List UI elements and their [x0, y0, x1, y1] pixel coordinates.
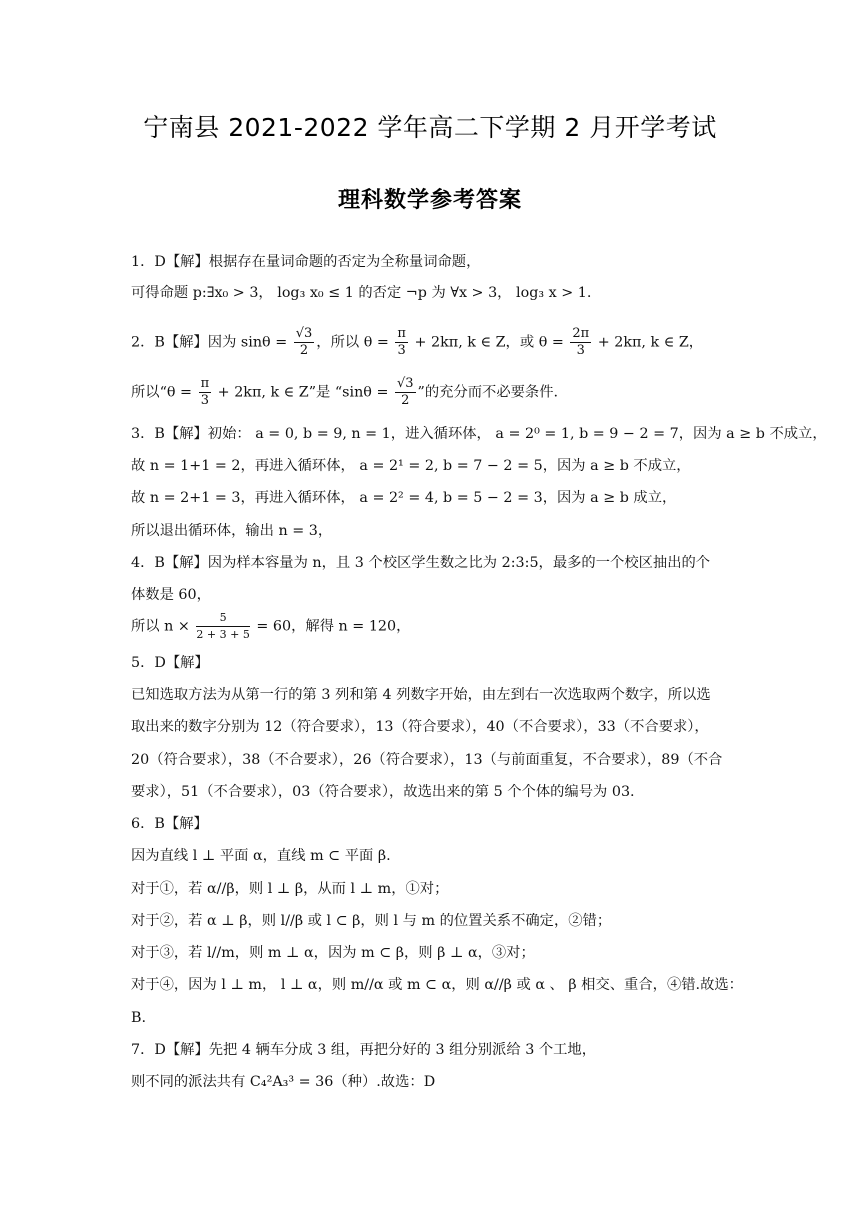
q4-line-1: 4．B【解】因为样本容量为 n，且 3 个校区学生数之比为 2:3:5，最多的一个校区抽出的个 [131, 555, 711, 571]
q2-text-e: 所以“θ = [131, 384, 197, 401]
frac-den: 3 [397, 343, 406, 358]
frac-num: √3 [396, 376, 414, 391]
q2-text-b: ，所以 θ = [316, 334, 394, 351]
q2-text-c: + 2kπ, k ∈ Z，或 θ = [409, 334, 569, 351]
q5-line-5: 要求），51（不合要求），03（符合要求），故选出来的第 5 个个体的编号为 03. [131, 784, 635, 800]
q2-text-d: + 2kπ, k ∈ Z， [593, 334, 704, 351]
q2-text-g: ”的充分而不必要条件. [417, 384, 559, 401]
q3-line-3: 故 n = 2+1 = 3，再进入循环体， a = 2² = 4, b = 5 − 2 = 3，因为 a ≥ b 成立， [131, 490, 677, 506]
q5-line-1: 5．D【解】 [131, 655, 209, 671]
fraction-5-over-sum [196, 610, 249, 643]
q7-line-1: 7．D【解】先把 4 辆车分成 3 组，再把分好的 3 组分别派给 3 个工地， [131, 1042, 597, 1058]
frac-num: √3 [295, 326, 313, 341]
q6-line-7: B. [131, 1010, 147, 1026]
document-title: 宁南县 2021-2022 学年高二下学期 2 月开学考试 [143, 113, 717, 142]
fraction-pi-over-3 [395, 326, 408, 359]
q6-line-4: 对于②，若 α ⊥ β，则 l//β 或 l ⊂ β，则 l 与 m 的位置关系不确定，②错； [131, 913, 612, 929]
q6-line-5: 对于③，若 l//m，则 m ⊥ α，因为 m ⊂ β，则 β ⊥ α，③对； [131, 945, 535, 961]
frac-den: 3 [200, 393, 209, 408]
q4-text-b: = 60，解得 n = 120， [251, 618, 411, 635]
frac-den: 2 [299, 343, 309, 358]
frac-den: 3 [576, 343, 585, 358]
q3-line-4: 所以退出循环体，输出 n = 3， [131, 523, 333, 539]
q2-line-1 [131, 326, 703, 359]
q2-text-a: 2．B【解】因为 sinθ = [131, 334, 292, 351]
q6-line-6: 对于④，因为 l ⊥ m， l ⊥ α，则 m//α 或 m ⊂ α，则 α//β 或 α 、 β 相交、重合，④错.故选： [131, 977, 743, 993]
q4-text-a: 所以 n × [131, 618, 195, 635]
q5-line-4: 20（符合要求），38（不合要求），26（符合要求），13（与前面重复，不合要求），89（不合 [131, 752, 723, 768]
q5-line-3: 取出来的数字分别为 12（符合要求），13（符合要求），40（不合要求），33（不合要求）， [131, 719, 709, 735]
q5-line-2: 已知选取方法为从第一行的第 3 列和第 4 列数字开始，由左到右一次选取两个数字，所以选 [131, 687, 711, 703]
q4-line-2: 体数是 60， [131, 587, 211, 603]
document-subtitle: 理科数学参考答案 [337, 188, 522, 213]
q1-line-2: 可得命题 p:∃x₀ > 3， log₃ x₀ ≤ 1 的否定 ¬p 为 ∀x > 3， log₃ x > 1. [131, 285, 592, 301]
fraction-sqrt3-over-2 [294, 326, 315, 359]
frac-num: π [200, 376, 210, 391]
frac-num: π [397, 326, 406, 341]
q3-line-2: 故 n = 1+1 = 2，再进入循环体， a = 2¹ = 2, b = 7 − 2 = 5，因为 a ≥ b 不成立， [131, 458, 691, 474]
q3-line-1: 3．B【解】初始： a = 0, b = 9, n = 1，进入循环体， a = 2⁰ = 1, b = 9 − 2 = 7，因为 a ≥ b 不成立， [131, 426, 827, 442]
q6-line-3: 对于①，若 α//β，则 l ⊥ β，从而 l ⊥ m，①对； [131, 881, 449, 897]
q6-line-2: 因为直线 l ⊥ 平面 α，直线 m ⊂ 平面 β. [131, 848, 391, 864]
q1-line-1: 1．D【解】根据存在量词命题的否定为全称量词命题， [131, 254, 481, 270]
q7-line-2: 则不同的派法共有 C₄²A₃³ = 36（种）.故选：D [131, 1074, 436, 1090]
frac-den: 2 [401, 393, 410, 408]
fraction-sqrt3-over-2 [395, 376, 416, 409]
fraction-pi-over-3 [199, 376, 212, 409]
frac-num: 2π [572, 326, 590, 341]
q2-line-2 [131, 376, 558, 409]
q2-text-f: + 2kπ, k ∈ Z”是 “sinθ = [213, 384, 393, 401]
fraction-2pi-over-3 [570, 326, 591, 359]
q6-line-1: 6．B【解】 [131, 816, 208, 832]
frac-num: 5 [196, 610, 249, 627]
frac-den: 2 + 3 + 5 [196, 628, 250, 641]
q4-line-3 [131, 610, 410, 643]
